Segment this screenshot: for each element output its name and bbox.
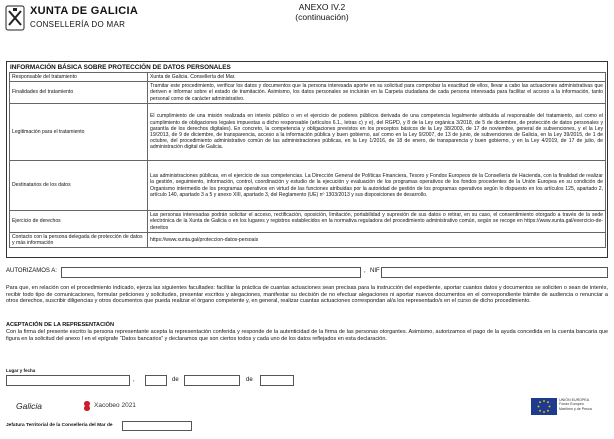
data-protection-section: [6, 61, 608, 258]
row-label: Finalidades del tratamiento: [10, 82, 148, 104]
row-label: Responsable del tratamiento: [10, 73, 148, 82]
table-row: [10, 104, 606, 161]
org-name: XUNTA DE GALICIA: [30, 5, 139, 17]
row-value: Las personas interesadas podrán solicitar el acceso, rectificación, oposición, limitación, portabilidad y supresión de sus datos o retirar, en su caso, el consentimiento otorgado a través de la sede electrónica de la Xunta de Galicia o en los lugares y registros establecidos en la normativa reguladora del procedimiento administrativo común, según se recoge en https://www.xunta.gal/exercicio-de-dereitos: [148, 211, 606, 233]
table-row: [10, 233, 606, 248]
row-label: Contacto con la persona delegada de protección de datos y más información: [10, 233, 148, 248]
year-field[interactable]: [260, 375, 294, 386]
footer-logos: [0, 395, 614, 417]
annex-title: [276, 2, 368, 22]
table-row: [10, 161, 606, 211]
row-value: El cumplimiento de una misión realizada en interés público o en el ejercicio de poderes públicos derivada de una competencia legalmente atribuida al responsable del tratamiento, así como el cumplimiento de obligaciones legales impuestas a dicho responsable (artículos 6.1., letras c) y e), del RGPD, y 8 de la Ley orgánica 3/2018, de 5 de diciembre, de protección de datos personales y garantía de los derechos digitales). En concreto, la competencia y obligaciones previstos en los preceptos básicos de la Ley 38/2003, de 17 de noviembre, general de subvenciones, y el la Ley 19/2013, de 9 de diciembre, de transparencia, acceso a la información pública y buen gobierno, así como en la Ley 9/2007, de 13 de junio, de subvenciones de Galicia, en la Ley 39/2015, de 1 de octubre, del procedimiento administrativo común de las administraciones públicas, en la Ley 1/2016, de 18 de enero, de transparencia y buen gobierno, y en la Ley 4/2019, de 17 de julio, de administración digital de Galicia.: [148, 104, 606, 161]
xunta-shield-icon: [5, 5, 25, 31]
table-row: [10, 73, 606, 82]
representative-name-field[interactable]: [61, 267, 361, 278]
xacobeo-icon: [82, 400, 92, 412]
eu-text-line: UNIÓN EUROPEA: [559, 398, 590, 402]
authorization-row: [6, 265, 608, 279]
row-label: Legitimación para el tratamiento: [10, 104, 148, 161]
row-label: Destinatarios de los datos: [10, 161, 148, 211]
eu-text-line: Marítimo y de Pesca: [559, 406, 592, 411]
data-protection-table: [9, 72, 606, 248]
day-field[interactable]: [145, 375, 167, 386]
row-value: Xunta de Galicia. Consellería del Mar.: [148, 73, 606, 82]
month-field[interactable]: [184, 375, 240, 386]
row-value: Tramitar este procedimiento, verificar los datos y documentos que la persona interesada aporte en su solicitud para comprobar la exactitud de ellos, llevar a cabo las actuaciones administrativas que deriven e informar sobre el estado de tramitación. Asimismo, los datos personales se incluirán en la Carpeta ciudadana de cada persona interesada para facilitar el acceso a la información, tanto personal como de carácter administrativo.: [148, 82, 606, 104]
powers-paragraph: Para que, en relación con el procedimiento indicado, ejerza las siguientes facultades: facilitar la práctica de cuantas actuaciones sean precisas para la instrucción del expediente, aportar cuantos datos y documentos se soliciten o sean de interés, recibir todo tipo de comunicaciones, formular peticiones y solicitudes, presentar escritos y alegaciones, manifestar su decisión de no efectuar alegaciones ni aportar nuevos documentos en el correspondiente trámite de audiencia o renunciar a otros derechos, suscribir diligencias y otros documentos que pueda realizar el órgano competente y, en general, realizar cuantas actuaciones correspondan al/a los representado/s en el curso de dicho procedimiento.: [6, 285, 608, 305]
row-label: Ejercicio de derechos: [10, 211, 148, 233]
jefatura-field[interactable]: [122, 421, 192, 431]
page-header: [0, 0, 614, 40]
eu-flag-icon: [531, 398, 557, 415]
nif-label: NIF: [370, 268, 380, 274]
galicia-logo: Galicia: [16, 401, 42, 411]
acceptance-text: Con la firma del presente escrito la persona representante acepta la representación conferida y responde de la autenticidad de la firma de las personas otorgantes. Asimismo, autorizamos el pago de la ayuda concedida en la cuenta bancaria que figura en la solicitud del anexo I en el epígrafe “Datos bancarios” y declaramos que son ciertos todos y cada uno de los datos reflejados en esta declaración.: [6, 329, 608, 342]
table-row: [10, 82, 606, 104]
place-field[interactable]: [6, 375, 130, 386]
data-protection-title: INFORMACIÓN BÁSICA SOBRE PROTECCIÓN DE DATOS PERSONALES: [10, 64, 231, 71]
row-value: Las administraciones públicas, en el ejercicio de sus competencias. La Dirección General de Políticas Financiera, Tesoro y Fondos Europeos de la Consellería de Hacienda, con la finalidad de realizar la gestión, seguimiento, información, control, coordinación y estudio de la ejecución y evaluación de los programas operativos de los fondos procedentes de la Unión Europea en su condición de Organismo intermedio de los programas operativos en virtud de las funciones atribuidas por la autoridad de gestión de los programas operativos según lo dispuesto en los artículos 125, apartado 2, artículo 140, apartado 3 a 5 y anexo XIII, apartado 3, del Reglamento (UE) nº 1303/2013 y sus disposiciones de desarrollo.: [148, 161, 606, 211]
eu-fund-text: [559, 398, 592, 411]
row-value: https://www.xunta.gal/proteccion-datos-persoais: [148, 233, 606, 248]
jefatura-label: Jefatura Territorial de la Consellería del Mar de: [6, 423, 113, 428]
org-department: CONSELLERÍA DO MAR: [30, 20, 126, 29]
separator: ,: [364, 268, 366, 274]
acceptance-title: ACEPTACIÓN DE LA REPRESENTACIÓN: [6, 322, 115, 328]
authorize-label: AUTORIZAMOS A:: [6, 268, 57, 274]
annex-number: ANEXO IV.2: [298, 2, 346, 12]
date-de-2: de: [246, 377, 253, 383]
date-comma: ,: [133, 377, 135, 383]
xacobeo-logo: Xacobeo 2021: [94, 402, 136, 409]
nif-field[interactable]: [381, 267, 608, 278]
annex-continuation: (continuación): [295, 12, 349, 22]
date-de-1: de: [172, 377, 179, 383]
table-row: [10, 211, 606, 233]
place-date-label: Lugar y fecha: [6, 368, 36, 373]
eu-text-line: Fondo Europeo: [559, 402, 584, 407]
